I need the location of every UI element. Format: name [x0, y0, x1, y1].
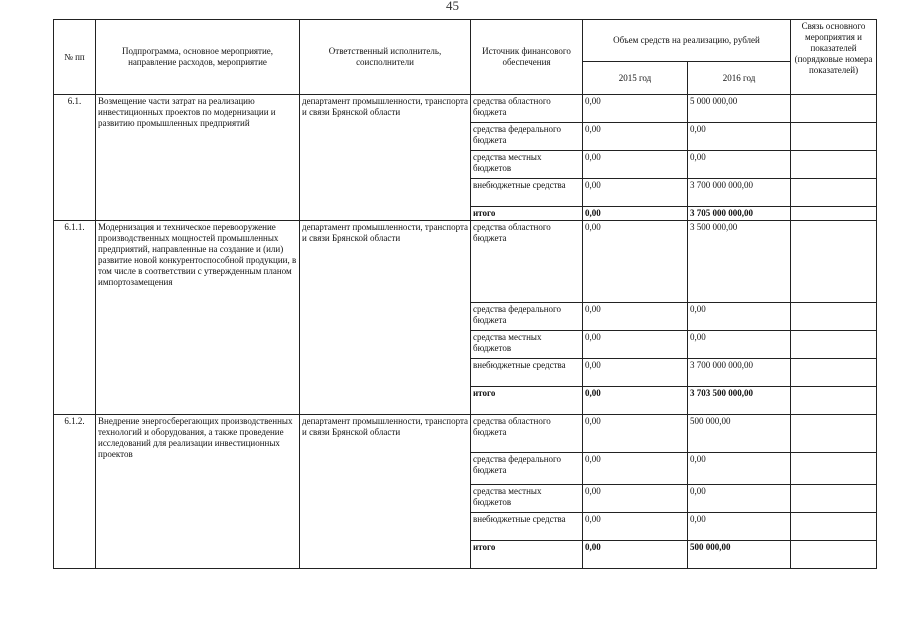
row-source: итого	[471, 207, 583, 221]
header-volume: Объем средств на реализацию, рублей	[583, 20, 791, 62]
row-link	[791, 513, 877, 541]
table-row	[54, 221, 877, 303]
row-executor: департамент промышленности, транспорта и связи Брянской области	[300, 415, 471, 569]
row-link	[791, 221, 877, 303]
row-2015: 0,00	[583, 513, 688, 541]
row-link	[791, 415, 877, 453]
row-source: средства местных бюджетов	[471, 485, 583, 513]
header-link: Связь основного мероприятия и показателей (порядковые номера показателей)	[791, 20, 877, 95]
row-source: средства федерального бюджета	[471, 123, 583, 151]
row-2015: 0,00	[583, 151, 688, 179]
header-2016: 2016 год	[688, 62, 791, 95]
row-2015: 0,00	[583, 221, 688, 303]
row-link	[791, 485, 877, 513]
financing-table	[53, 19, 877, 569]
row-source: внебюджетные средства	[471, 359, 583, 387]
row-2016: 0,00	[688, 513, 791, 541]
row-2016: 500 000,00	[688, 541, 791, 569]
row-2015: 0,00	[583, 453, 688, 485]
row-2016: 3 705 000 000,00	[688, 207, 791, 221]
row-link	[791, 387, 877, 415]
row-2016: 3 703 500 000,00	[688, 387, 791, 415]
row-source: средства областного бюджета	[471, 221, 583, 303]
row-link	[791, 453, 877, 485]
page-number: 45	[446, 0, 459, 13]
row-2016: 0,00	[688, 485, 791, 513]
row-link	[791, 541, 877, 569]
row-num: 6.1.2.	[54, 415, 96, 569]
row-2016: 0,00	[688, 303, 791, 331]
row-2015: 0,00	[583, 95, 688, 123]
row-2015: 0,00	[583, 485, 688, 513]
row-source: внебюджетные средства	[471, 179, 583, 207]
table-row	[54, 95, 877, 123]
row-2016: 0,00	[688, 331, 791, 359]
header-num: № пп	[54, 20, 96, 95]
header-program: Подпрограмма, основное мероприятие, направление расходов, мероприятие	[96, 20, 300, 95]
row-2015: 0,00	[583, 303, 688, 331]
row-source: средства местных бюджетов	[471, 331, 583, 359]
header-2015: 2015 год	[583, 62, 688, 95]
header-source: Источник финансового обеспечения	[471, 20, 583, 95]
row-num: 6.1.1.	[54, 221, 96, 415]
row-2016: 3 700 000 000,00	[688, 359, 791, 387]
row-num: 6.1.	[54, 95, 96, 221]
row-source: средства областного бюджета	[471, 415, 583, 453]
row-link	[791, 123, 877, 151]
row-source: итого	[471, 387, 583, 415]
row-2015: 0,00	[583, 415, 688, 453]
row-link	[791, 151, 877, 179]
row-2016: 500 000,00	[688, 415, 791, 453]
row-2016: 0,00	[688, 151, 791, 179]
row-link	[791, 179, 877, 207]
row-2015: 0,00	[583, 387, 688, 415]
row-link	[791, 95, 877, 123]
row-source: средства федерального бюджета	[471, 303, 583, 331]
row-program: Возмещение части затрат на реализацию инвестиционных проектов по модернизации и развитию промышленных предприятий	[96, 95, 300, 221]
row-program: Модернизация и техническое перевооружение производственных мощностей промышленных предприятий, направленные на создание и (или) развитие новой конкурентоспособной продукции, в том числе в соответствии с утвержденным планом импортозамещения	[96, 221, 300, 415]
row-2015: 0,00	[583, 207, 688, 221]
row-link	[791, 207, 877, 221]
row-link	[791, 303, 877, 331]
row-source: внебюджетные средства	[471, 513, 583, 541]
table-row	[54, 415, 877, 453]
row-2015: 0,00	[583, 331, 688, 359]
row-2015: 0,00	[583, 123, 688, 151]
row-2016: 3 500 000,00	[688, 221, 791, 303]
row-source: средства федерального бюджета	[471, 453, 583, 485]
row-2016: 3 700 000 000,00	[688, 179, 791, 207]
row-2016: 5 000 000,00	[688, 95, 791, 123]
row-2015: 0,00	[583, 179, 688, 207]
row-executor: департамент промышленности, транспорта и связи Брянской области	[300, 95, 471, 221]
row-2016: 0,00	[688, 123, 791, 151]
row-executor: департамент промышленности, транспорта и связи Брянской области	[300, 221, 471, 415]
row-2015: 0,00	[583, 541, 688, 569]
header-executor: Ответственный исполнитель, соисполнители	[300, 20, 471, 95]
row-source: итого	[471, 541, 583, 569]
row-2015: 0,00	[583, 359, 688, 387]
row-source: средства местных бюджетов	[471, 151, 583, 179]
row-link	[791, 331, 877, 359]
row-2016: 0,00	[688, 453, 791, 485]
row-source: средства областного бюджета	[471, 95, 583, 123]
row-link	[791, 359, 877, 387]
row-program: Внедрение энергосберегающих производственных технологий и оборудования, а также проведение исследований для реализации инвестиционных проектов	[96, 415, 300, 569]
